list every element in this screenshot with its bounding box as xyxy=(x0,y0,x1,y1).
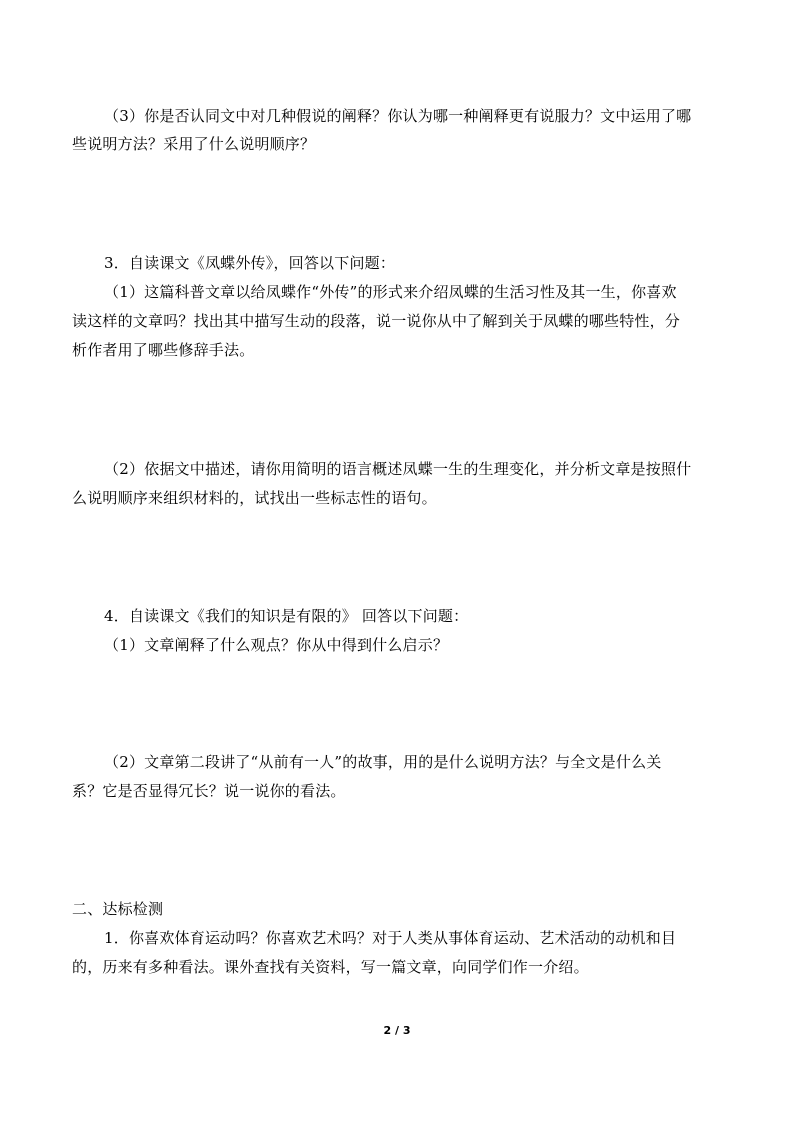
q3-1-line-1: （1）这篇科普文章以给凤蝶作“外传”的形式来介绍凤蝶的生活习性及其一生，你喜欢 xyxy=(104,283,677,301)
q4-2-line-2: 系？它是否显得冗长？说一说你的看法。 xyxy=(72,782,346,800)
q2-3-line-1: （3）你是否认同文中对几种假说的阐释？你认为哪一种阐释更有说服力？文中运用了哪 xyxy=(104,107,692,125)
q3-2-line-2: 么说明顺序来组织材料的，试找出一些标志性的语句。 xyxy=(72,489,437,507)
q4-1-line: （1）文章阐释了什么观点？你从中得到什么启示？ xyxy=(104,636,449,654)
q3-heading: 3．自读课文《凤蝶外传》，回答以下问题： xyxy=(104,254,396,272)
section-heading: 二、达标检测 xyxy=(72,900,164,918)
q3-1-line-2: 读这样的文章吗？找出其中描写生动的段落，说一说你从中了解到关于凤蝶的哪些特性，分 xyxy=(72,312,681,330)
q4-heading: 4．自读课文《我们的知识是有限的》 回答以下问题： xyxy=(104,607,469,625)
q3-1-line-3: 析作者用了哪些修辞手法。 xyxy=(72,341,255,359)
q2-3-line-2: 些说明方法？采用了什么说明顺序？ xyxy=(72,135,316,153)
task1-line-1: 1．你喜欢体育运动吗？你喜欢艺术吗？对于人类从事体育运动、艺术活动的动机和目 xyxy=(104,929,677,947)
q4-2-line-1: （2）文章第二段讲了“从前有一人”的故事，用的是什么说明方法？与全文是什么关 xyxy=(104,753,662,771)
page-number: 2 / 3 xyxy=(383,1024,411,1037)
task1-line-2: 的，历来有多种看法。课外查找有关资料，写一篇文章，向同学们作一介绍。 xyxy=(72,958,589,976)
q3-2-line-1: （2）依据文中描述，请你用简明的语言概述凤蝶一生的生理变化，并分析文章是按照什 xyxy=(104,460,692,478)
